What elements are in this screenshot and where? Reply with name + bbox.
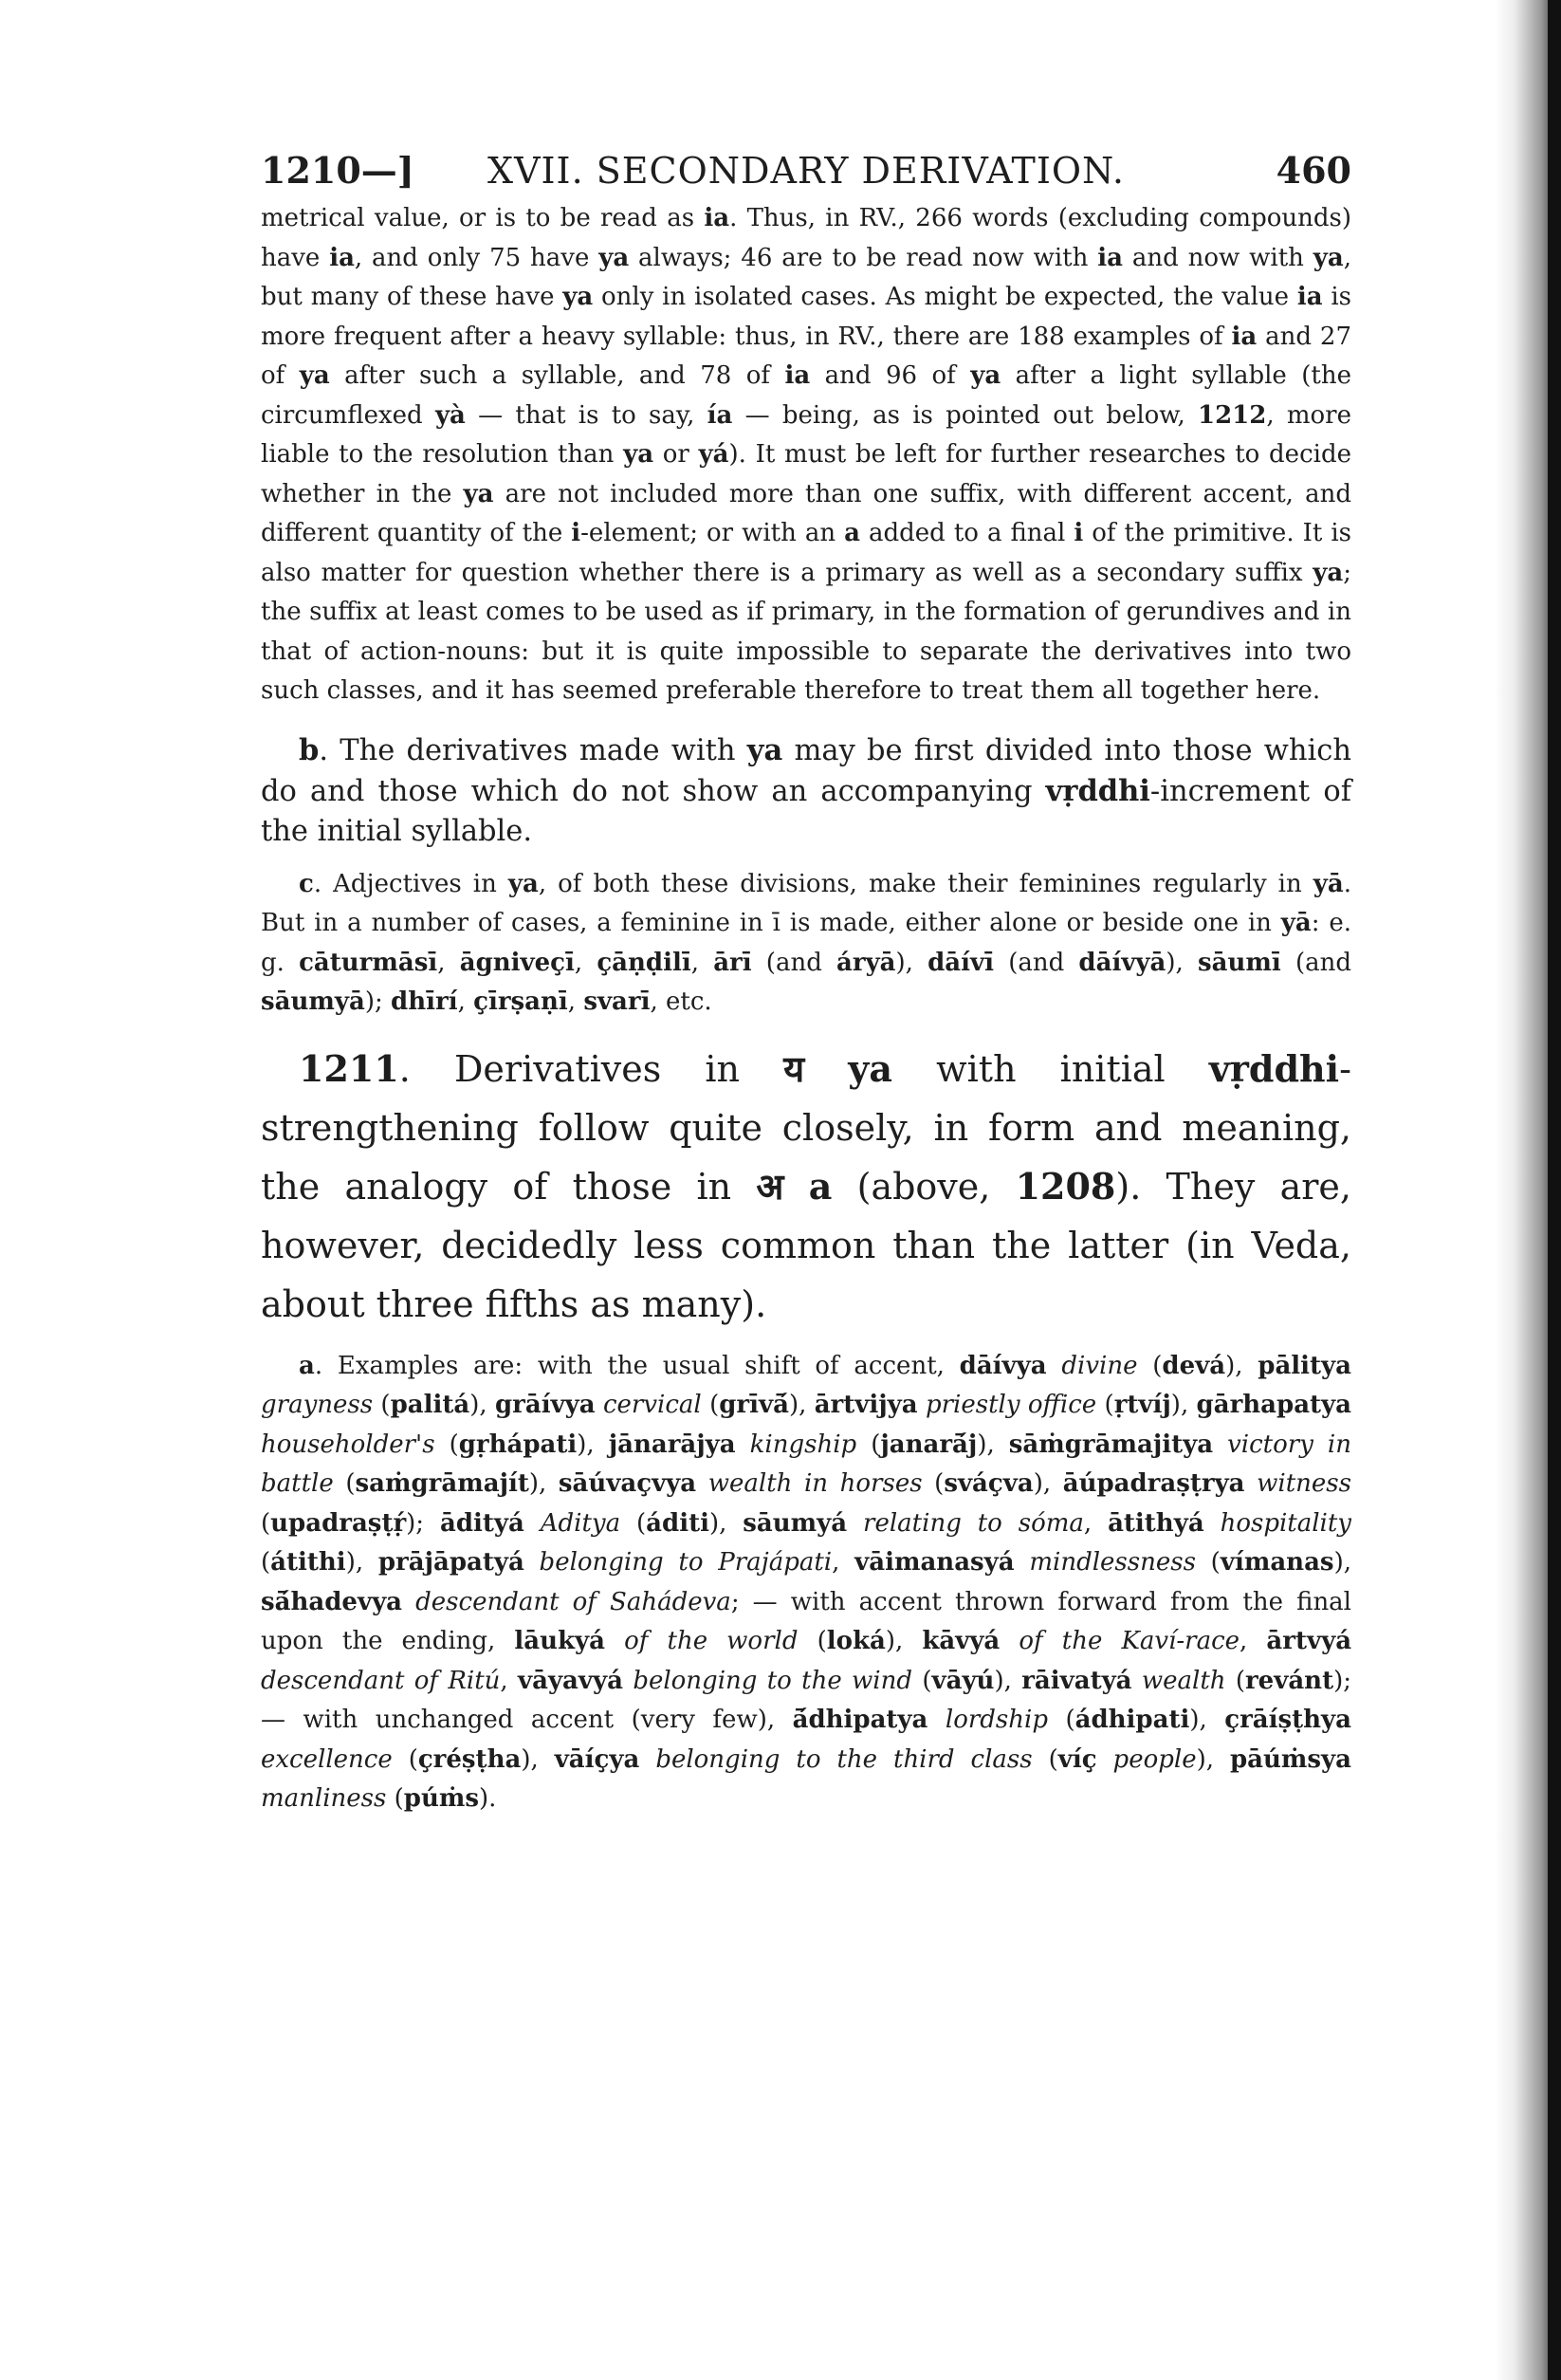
term: ia [1097,243,1123,272]
term: āgniveçī [459,948,575,977]
text-run: , [1240,1627,1267,1655]
text-run: are not included more than one suffix, with different accent, and different quantity of the [261,479,1351,547]
term: çāṇḍilī [597,948,691,977]
term: ya [623,440,654,469]
text-run: -element; or with an [580,519,845,547]
term: pālitya [1258,1351,1352,1380]
text-run: and 96 of [810,361,971,390]
text-run: ), [1333,1548,1351,1577]
term: ya [562,283,594,311]
gloss: divine [1061,1351,1138,1380]
text-run [736,1430,750,1459]
text-run: ), [577,1430,609,1459]
term: ārtvyá [1266,1627,1352,1655]
term: sváçva [944,1469,1034,1498]
text-run [847,1509,863,1538]
text-run: ), [895,948,928,977]
gloss: descendant of Sahádeva [415,1587,731,1616]
text-run: , more liable to the resolution than [261,400,1351,469]
gloss: hospitality [1220,1508,1351,1538]
text-run: ( [333,1469,356,1498]
gloss: grayness [261,1391,374,1419]
text-run: ( [856,1430,881,1459]
term: grīvā́ [719,1391,789,1419]
gloss: of the Kaví-race [1019,1627,1240,1655]
term: ādityá [439,1508,524,1538]
term: 1212 [1197,400,1267,430]
text-run: after such a syllable, and 78 of [329,361,785,390]
term: ya [507,869,539,898]
term: ádhipati [1074,1706,1190,1734]
text-run: always; 46 are to be read now with [629,243,1098,272]
term: grāívya [494,1391,596,1419]
section-reference: 1210—] [261,149,414,192]
text-run: ( [1032,1744,1058,1774]
gloss: mindlessness [1029,1548,1196,1577]
text-run: ( [912,1666,932,1695]
gloss: people [1112,1744,1197,1774]
gloss: witness [1257,1469,1351,1498]
term: ia [784,361,811,390]
text-run: (and [751,948,837,977]
term: áryā [836,948,896,977]
text-run: (and [994,948,1079,977]
term: c [299,869,314,898]
text-run: , but many of these have [261,243,1351,311]
gloss: manliness [261,1784,387,1813]
term: dāívya [959,1351,1047,1380]
term: yā [1280,909,1312,937]
term: ya [1313,243,1344,272]
text-run: or [653,440,699,469]
term: vāíçya [554,1744,640,1774]
term: i [1074,519,1084,547]
gloss: priestly office [925,1391,1097,1419]
text-run: and now with [1122,243,1313,272]
term: ya [970,361,1001,390]
gloss: lordship [945,1706,1048,1734]
term: çréṣṭha [417,1744,522,1774]
term: sāumyā [261,987,365,1016]
term: yá [698,440,729,469]
text-run: ), [469,1391,495,1419]
text-run: -strengthening follow quite closely, in form and meaning, the analogy of those in [261,1047,1351,1208]
term: dhīrí [391,987,458,1016]
text-run [696,1469,708,1498]
text-run: ), [788,1391,815,1419]
text-run: , [832,1548,855,1577]
text-run: ; — with accent thrown forward from the final upon the ending, [261,1587,1352,1655]
term: ya [848,1046,892,1090]
text-run: , [500,1666,518,1695]
text-run: ); — with unchanged accent (very few), [261,1666,1351,1734]
term: átithi [270,1548,346,1577]
term: ya [598,243,630,272]
term: vṛddhi [1045,773,1150,808]
text-run: . Thus, in RV., 266 words (excluding compounds) have [261,204,1351,272]
text-run: , [574,948,597,977]
text-run: of the primitive. It is also matter for question whether there is a primary as well as a secondary suffix [261,519,1351,587]
term: ía [707,400,733,430]
term: kāvyá [922,1627,1001,1655]
term: revánt [1244,1666,1334,1695]
term: b [299,732,320,767]
term: çrāíṣṭhya [1224,1706,1351,1734]
term: sāúvaçvya [558,1469,697,1498]
text-run: ( [701,1391,720,1419]
text-run [1213,1430,1227,1459]
term: sāṁgrāmajitya [1008,1430,1214,1459]
text-run: ). They are, however, decidedly less common than the latter (in Veda, about three fifths as many). [261,1165,1351,1325]
text-run [524,1548,540,1577]
text-run [1047,1352,1062,1380]
term: saṁgrāmajít [355,1469,529,1498]
gloss: belonging to the wind [633,1666,913,1695]
text-run: ), [994,1666,1022,1695]
text-run: ); [364,987,392,1016]
text-run: , of both these divisions, make their feminines regularly in [538,869,1313,898]
text-run: after a light syllable (the circumflexed [261,361,1351,430]
text-run: ), [885,1627,923,1655]
gloss: cervical [602,1391,702,1419]
text-run: , [1083,1508,1109,1538]
text-run: ), [345,1548,378,1577]
text-run [1015,1548,1030,1577]
text-run: and 27 of [261,322,1351,390]
text-run: ), [1189,1706,1225,1734]
term: ya [463,479,494,508]
text-run [1000,1627,1019,1655]
text-run: . Adjectives in [313,869,508,898]
term: āúpadraṣṭrya [1062,1469,1245,1498]
text-run: ), [521,1744,555,1774]
gloss: descendant of Ritú [261,1666,501,1695]
text-run: ( [373,1391,391,1419]
text-run: ( [1137,1351,1163,1380]
term: ya [299,361,330,390]
text-run [639,1745,655,1774]
text-run: ( [620,1508,647,1538]
text-run: . Derivatives in [398,1047,784,1090]
text-run: , and only 75 have [354,243,599,272]
text-run [1245,1469,1258,1498]
gloss: excellence [261,1744,393,1774]
term: cāturmāsī [299,948,438,977]
text-run [524,1509,541,1538]
term: vāimanasyá [854,1548,1015,1577]
term: i [571,519,581,547]
text-run: : e. g. [261,909,1351,977]
text-run: ( [1195,1548,1221,1577]
text-run: , [567,987,584,1016]
term: prājāpatyá [377,1548,524,1577]
term: dāívī [927,948,995,977]
text-run [918,1391,926,1419]
text-run: ( [386,1784,404,1813]
term: ya [746,732,783,767]
text-run: , [457,987,474,1016]
text-run: ), [528,1469,559,1498]
text-run [605,1627,624,1655]
gloss: kingship [749,1430,857,1459]
gloss: wealth in horses [707,1469,923,1498]
text-run: — that is to say, [465,400,707,430]
text-run: ), [1170,1391,1197,1419]
book-spine [1548,0,1561,2380]
gloss: Aditya [540,1508,621,1538]
text-run: ( [261,1508,271,1538]
text-run: added to a final [860,519,1074,547]
text-run [804,1048,848,1090]
term: a [299,1351,315,1380]
text-run: ), [1166,948,1198,977]
text-run [623,1667,633,1695]
text-run: ); [406,1508,440,1538]
term: lāukyá [514,1627,606,1655]
term: ia [1231,322,1258,351]
paragraph-p3 [261,865,1351,1023]
text-run: . The derivatives made with [319,733,747,767]
text-run: ), [1196,1744,1230,1774]
text-run: ), [1225,1351,1258,1380]
term: gārhapatya [1196,1391,1352,1419]
text-run: (and [1280,948,1351,977]
text-run: ), [708,1508,744,1538]
term: devá [1162,1351,1226,1380]
term: 1211 [299,1046,399,1090]
term: ia [1296,283,1323,311]
gloss: belonging to the third class [655,1744,1033,1774]
text-run: . Examples are: with the usual shift of accent, [314,1351,960,1380]
text-run: -increment of the initial syllable. [261,774,1351,848]
text-run: ( [1047,1706,1075,1734]
running-head [261,142,1351,199]
page-number: 460 [1276,149,1351,192]
term: dāívyā [1078,948,1166,977]
term: ātithyá [1108,1508,1204,1538]
gloss: wealth [1141,1666,1226,1695]
paragraph-p5 [261,1347,1351,1819]
text-run [783,1166,808,1208]
text-run: ), [977,1430,1009,1459]
term: ā́dhipatya [792,1706,928,1734]
term: púṁs [403,1784,480,1813]
term: अ [756,1164,784,1208]
text-run: ; the suffix at least comes to be used as if primary, in the formation of gerundives and in that of action-nouns: but it is quite impossible to separate the derivatives into two such classes, and it has seemed preferable therefore to treat them all together here. [261,558,1351,705]
term: palitá [390,1391,470,1419]
text-run [596,1391,603,1419]
term: svarī [583,987,651,1016]
term: ārī [713,948,752,977]
text-run: ). It must be left for further researches to decide whether in the [261,440,1351,508]
text-run: (above, [832,1165,1016,1208]
text-run: ( [798,1627,827,1655]
term: çīrṣaṇī [473,987,568,1016]
text-run [927,1706,945,1734]
term: sāumī [1197,948,1281,977]
term: janarā́j [880,1430,978,1459]
text-run [1132,1667,1142,1695]
term: yà [434,400,466,430]
paragraph-p4 [261,1040,1351,1334]
term: a [808,1164,833,1208]
text-run: metrical value, or is to be read as [261,204,705,232]
text-run: , [437,948,460,977]
text-run: , etc. [650,987,712,1016]
term: य [783,1046,805,1090]
text-run: is more frequent after a heavy syllable: thus, in RV., there are 188 examples of [261,283,1351,351]
text-run: ( [392,1744,418,1774]
text-run [402,1588,415,1616]
text-run: with initial [892,1047,1209,1090]
text-run: ( [434,1430,459,1459]
gloss: householder's [261,1430,435,1459]
term: rāivatyá [1021,1666,1132,1695]
term: vāyavyá [518,1666,623,1695]
term: sā́hadevya [261,1587,403,1616]
term: áditi [646,1508,709,1538]
text-run [1097,1745,1113,1774]
text-block [261,199,1351,1819]
term: 1208 [1015,1164,1116,1208]
term: vāyú [931,1666,995,1695]
term: jānarājya [608,1430,736,1459]
term: sāumyá [743,1508,848,1538]
gloss: of the world [624,1627,799,1655]
paragraph-p1 [261,199,1351,711]
term: upadraṣṭṛ́ [270,1508,407,1538]
gloss: belonging to Prajápati [539,1548,833,1577]
term: ya [1313,558,1344,587]
text-run: ( [1225,1666,1245,1695]
gloss: victory in battle [261,1430,1351,1498]
chapter-title: XVII. SECONDARY DERIVATION. [487,150,1125,192]
term: víç [1057,1744,1097,1774]
term: ārtvijya [814,1391,918,1419]
page-body [261,142,1351,1819]
term: vímanas [1220,1548,1334,1577]
term: vṛddhi [1208,1046,1340,1090]
text-run: ( [922,1469,945,1498]
term: loká [826,1627,886,1655]
text-run: may be first divided into those which do and those which do not show an accompanying [261,733,1351,808]
text-run [1204,1509,1221,1538]
text-run: — being, as is pointed out below, [732,400,1198,430]
text-run: only in isolated cases. As might be expected, the value [593,283,1297,311]
term: a [844,519,860,547]
term: ia [329,243,355,272]
text-run: . But in a number of cases, a feminine in ī is made, either alone or beside one in [261,869,1351,937]
text-run: ( [1096,1391,1114,1419]
paragraph-p2 [261,730,1351,852]
text-run: ), [1033,1469,1063,1498]
text-run: ( [261,1548,271,1577]
gloss: relating to sóma [863,1508,1084,1538]
term: ia [704,204,730,232]
text-run: , [690,948,714,977]
text-run: ). [479,1784,497,1813]
term: ṛtvíj [1113,1391,1171,1419]
term: yā [1313,869,1344,898]
term: pāúṁsya [1229,1744,1352,1774]
term: gṛhápati [458,1430,578,1459]
